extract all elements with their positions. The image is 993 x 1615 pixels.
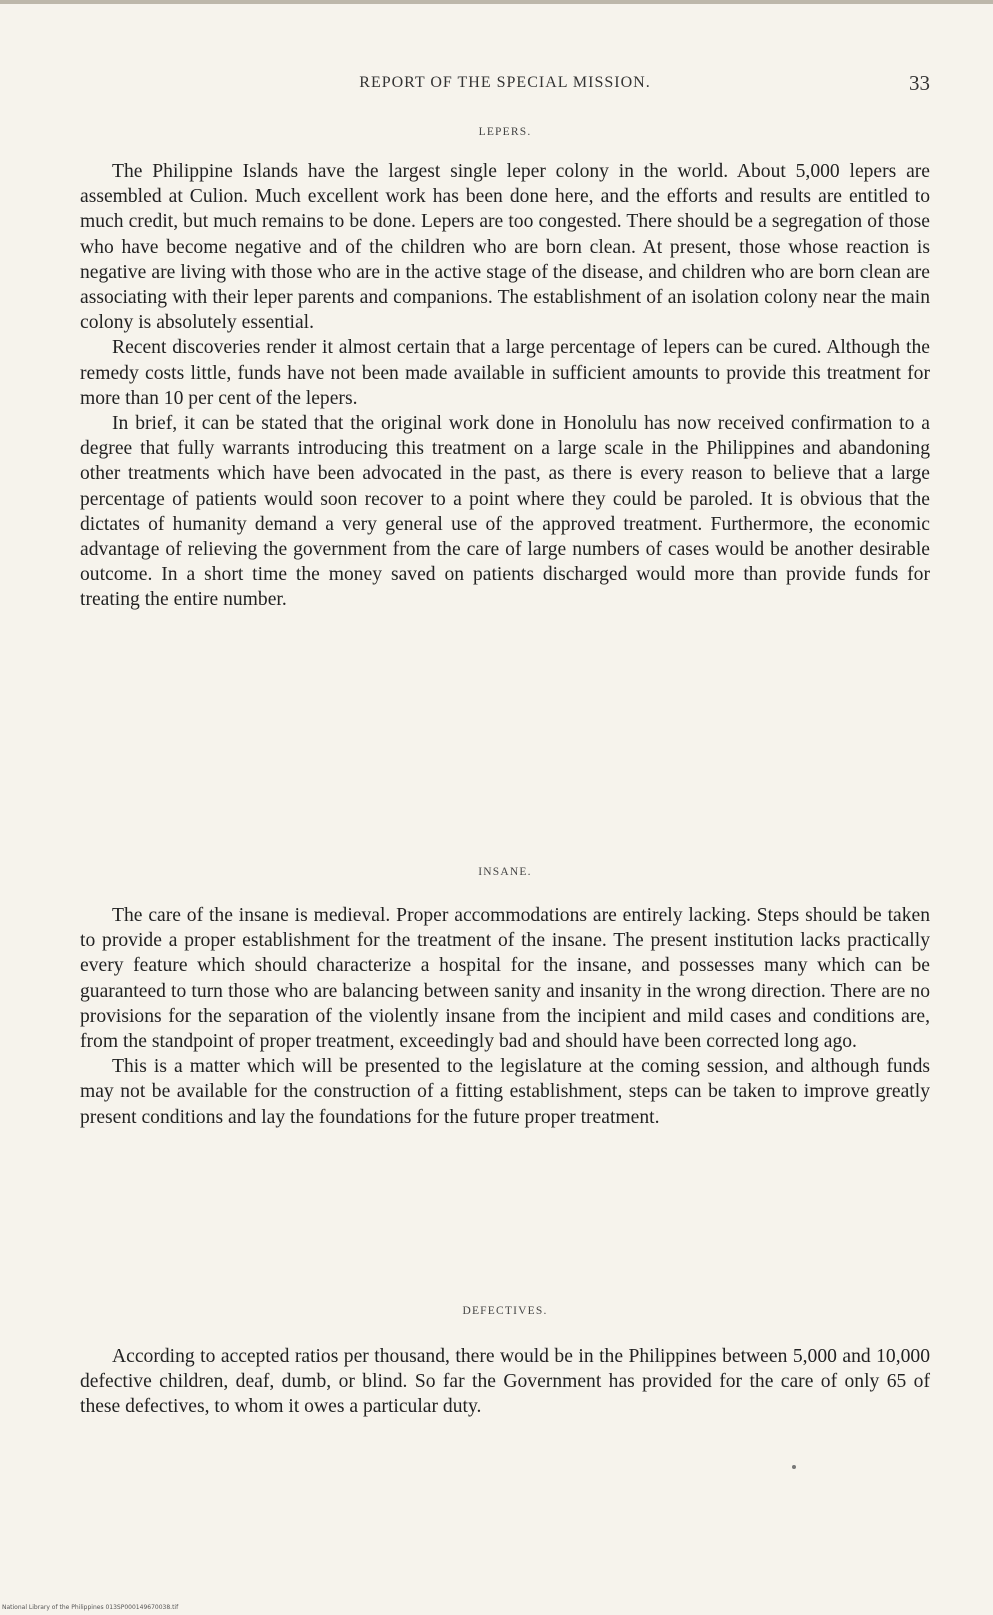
insane-paragraph-2: This is a matter which will be presented to the legislature at the coming session, and although funds may not be available for the construction of a fitting establishment, steps can be taken to improve greatly present conditions and lay the foundations for the future proper treatment. bbox=[80, 1056, 930, 1128]
lepers-paragraph-3: In brief, it can be stated that the original work done in Honolulu has now received confirmation to a degree that fully warrants introducing this treatment on a large scale in the Philippines and abandoning other treatments which have been advocated in the past, as there is every reason to believe that a large percentage of patients would soon recover to a point where they could be paroled. It is obvious that the dictates of humanity demand a very general use of the approved treatment. Furthermore, the economic advantage of relieving the government from the care of large numbers of cases would be another desirable outcome. In a short time the money saved on patients discharged would more than provide funds for treating the entire number. bbox=[80, 413, 930, 611]
running-header bbox=[80, 71, 930, 98]
insane-section-text bbox=[80, 903, 930, 1130]
running-title: REPORT OF THE SPECIAL MISSION. bbox=[359, 74, 651, 91]
top-edge-rule bbox=[0, 0, 993, 4]
scan-source-footer: National Library of the Philippines 013SP000149670038.tif bbox=[2, 1604, 179, 1611]
section-heading-insane: INSANE. bbox=[478, 866, 532, 878]
lepers-section-text bbox=[80, 159, 930, 613]
section-heading-defectives: DEFECTIVES. bbox=[462, 1305, 548, 1317]
insane-paragraph-1: The care of the insane is medieval. Proper accommodations are entirely lacking. Steps should be taken to provide a proper establishment for the treatment of the insane. The present institution lacks practically every feature which should characterize a hospital for the insane, and possesses many which can be guaranteed to turn those who are balancing between sanity and insanity in the wrong direction. There are no provisions for the separation of the violently insane from the incipient and mild cases and conditions are, from the standpoint of proper treatment, exceedingly bad and should have been corrected long ago. bbox=[80, 905, 930, 1053]
lepers-paragraph-2: Recent discoveries render it almost certain that a large percentage of lepers can be cured. Although the remedy costs little, funds have not been made available in sufficient amounts to provide this treatment for more than 10 per cent of the lepers. bbox=[80, 337, 930, 409]
lepers-paragraph-1: The Philippine Islands have the largest single leper colony in the world. About 5,000 lepers are assembled at Culion. Much excellent work has been done here, and the efforts and results are entitled to much credit, but much remains to be done. Lepers are too congested. There should be a segregation of those who have become negative and of the children who are born clean. At present, those whose reaction is negative are living with those who are in the active stage of the disease, and children who are born clean are associating with their leper parents and companions. The establishment of an isolation colony near the main colony is absolutely essential. bbox=[80, 161, 930, 334]
page-number: 33 bbox=[909, 71, 930, 95]
defectives-paragraph-1: According to accepted ratios per thousand, there would be in the Philippines between 5,000 and 10,000 defective children, deaf, dumb, or blind. So far the Government has provided for the care of only 65 of these defectives, to whom it owes a particular duty. bbox=[80, 1346, 930, 1418]
scan-speck bbox=[792, 1465, 796, 1469]
section-heading-lepers: LEPERS. bbox=[478, 126, 532, 138]
defectives-section-text bbox=[80, 1344, 930, 1420]
